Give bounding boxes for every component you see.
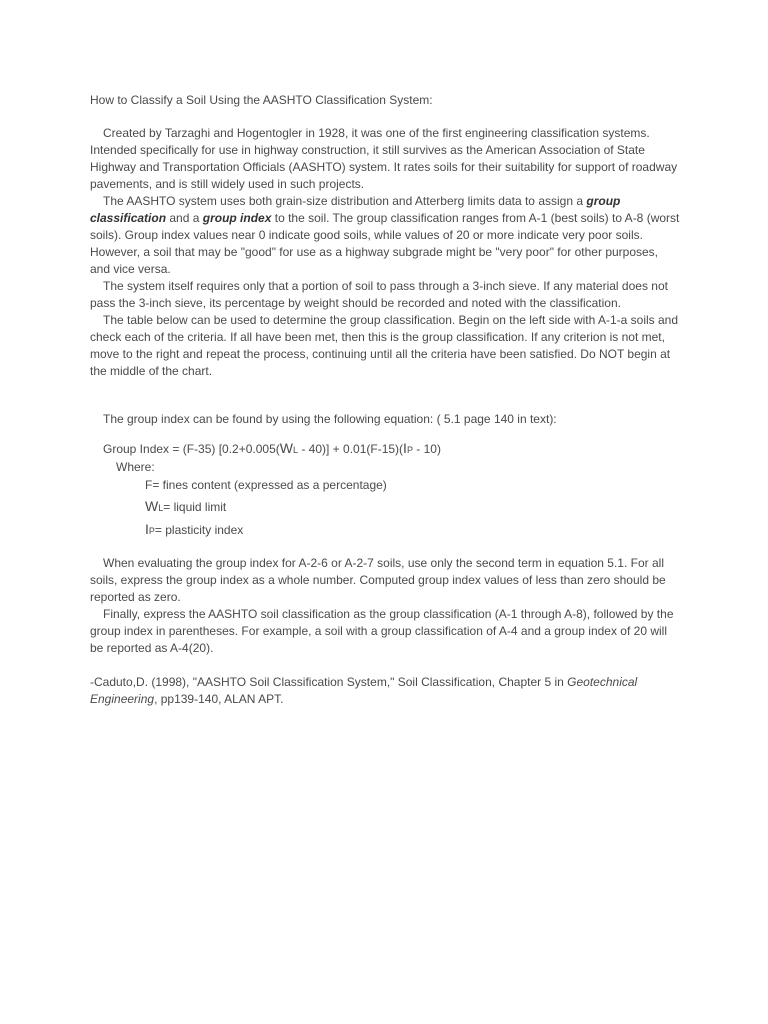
formula-w-symbol: W — [279, 440, 293, 456]
formula-i-symbol: I — [403, 440, 407, 456]
para2-text-c: and a — [166, 211, 203, 225]
document-body — [90, 92, 680, 708]
paragraph-system-overview — [90, 193, 680, 278]
document-title: How to Classify a Soil Using the AASHTO Classification System: — [90, 93, 433, 107]
paragraph-table-usage: The table below can be used to determine the group classification. Begin on the left side with A-1-a soils and check each of the criteria. If all have been met, then this is the group classification. If any criterion is not met, move to the right and repeat the process, continuing until all the criteria have been satisfied. Do NOT begin at the middle of the chart. — [90, 313, 679, 378]
liquid-limit-symbol: W — [145, 498, 159, 514]
group-index-formula — [103, 440, 680, 459]
plasticity-index-symbol: I — [145, 521, 149, 537]
formula-part-a: Group Index = (F-35) [0.2+0.005( — [103, 442, 280, 456]
paragraph-history: Created by Tarzaghi and Hogentogler in 1928, it was one of the first engineering classification systems. Intended specifically for use in highway construction, it still survives as the American Association of State Highway and Transportation Officials (AASHTO) system. It rates soils for their suitability for support of roadway pavements, and is still widely used in such projects. — [90, 126, 678, 191]
plasticity-index-subscript: P — [148, 526, 155, 536]
paragraph-evaluation-note: When evaluating the group index for A-2-6 or A-2-7 soils, use only the second term in equation 5.1. For all soils, express the group index as a whole number. Computed group index values of less than zero should be reported as zero. — [90, 556, 666, 604]
formula-part-c: - 10) — [412, 442, 441, 456]
citation-part-c: , pp139-140, ALAN APT. — [154, 692, 284, 706]
spacer — [90, 380, 680, 411]
definition-plasticity-index — [145, 521, 680, 540]
citation-part-a: -Caduto,D. (1998), "AASHTO Soil Classification System," Soil Classification, Chapter 5 in — [90, 675, 568, 689]
citation-book-title: Geotechnical Engineering — [90, 675, 638, 706]
formula-part-b: - 40)] + 0.01(F-15)( — [298, 442, 404, 456]
paragraph-sieve-requirement: The system itself requires only that a portion of soil to pass through a 3-inch sieve. If any material does not pass the 3-inch sieve, its percentage by weight should be recorded and noted with the classification. — [90, 279, 668, 310]
citation — [90, 674, 680, 708]
para2-text-e: to the soil. The group classification ranges from A-1 (best soils) to A-8 (worst soils). Group index values near 0 indicate good soils, while values of 20 or more indicate very poor soils. However, a soil that may be "good" for use as a highway subgrade might be "very poor" for other purposes, and vice versa. — [90, 211, 680, 276]
paragraph-equation-intro: The group index can be found by using the following equation: ( 5.1 page 140 in text): — [103, 412, 557, 426]
formula-w-subscript: L — [292, 445, 298, 455]
paragraph-reporting-note: Finally, express the AASHTO soil classification as the group classification (A-1 through A-8), followed by the group index in parentheses. For example, a soil with a group classification of A-4 and a group index of 20 will be reported as A-4(20). — [90, 607, 674, 655]
plasticity-index-text: = plasticity index — [154, 523, 244, 537]
para2-text-a: The AASHTO system uses both grain-size distribution and Atterberg limits data to assign a — [103, 194, 587, 208]
liquid-limit-text: = liquid limit — [163, 500, 227, 514]
formula-i-subscript: P — [406, 445, 413, 455]
notes-section — [90, 555, 680, 657]
term-group-classification: group classification — [90, 194, 621, 225]
definition-fines: F= fines content (expressed as a percentage) — [145, 478, 387, 492]
liquid-limit-subscript: L — [158, 503, 164, 513]
definition-liquid-limit — [145, 498, 680, 517]
term-group-index: group index — [202, 211, 272, 225]
where-label: Where: — [116, 460, 155, 474]
variable-definitions — [145, 477, 680, 540]
